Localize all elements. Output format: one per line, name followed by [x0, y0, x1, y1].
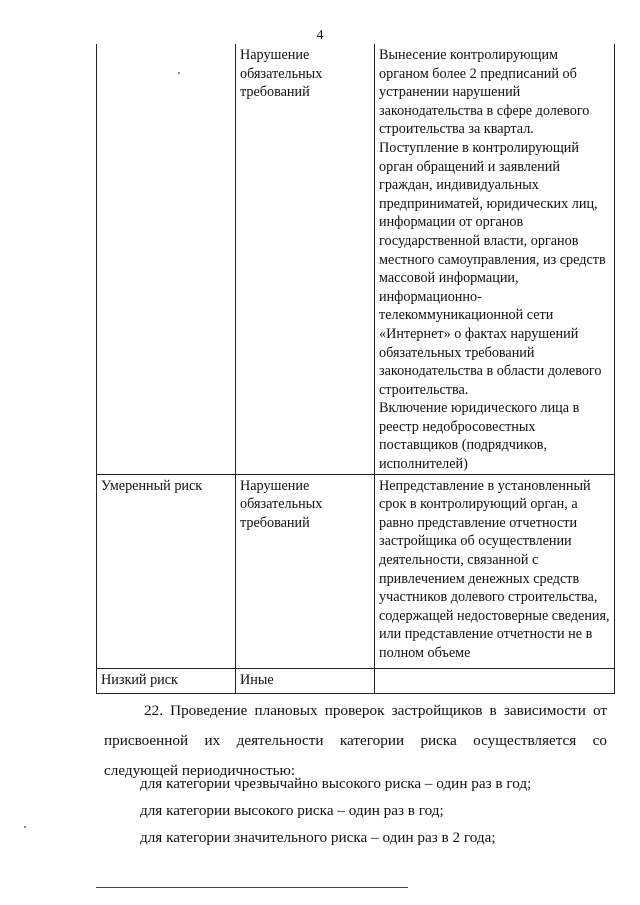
table-row: [97, 44, 615, 474]
description-cell: [375, 668, 615, 693]
paragraph-22: 22. Проведение плановых проверок застройщиков в зависимости от присвоенной их деятельности категории риска осуществляется со следующей периодичностью:: [104, 702, 607, 779]
scan-speck: [178, 72, 180, 74]
criterion-cell: Иные: [236, 668, 375, 693]
risk-category-table: [96, 44, 615, 694]
description-paragraph: Поступление в контролирующий орган обращений и заявлений граждан, индивидуальных предприниматей, юридических лиц, информации от органов государственной власти, органов местного самоуправления, из средств массовой информации, информационно-телекоммуникационной сети «Интернет» о фактах нарушений обязательных требований законодательства в области долевого строительства.: [379, 139, 606, 398]
risk-category-cell: Умеренный риск: [97, 474, 236, 668]
criterion-cell: Нарушение обязательных требований: [236, 44, 375, 474]
risk-category-cell: Низкий риск: [97, 668, 236, 693]
list-item: для категории высокого риска – один раз в год;: [140, 802, 444, 819]
description-cell: [375, 474, 615, 668]
description-paragraph: Включение юридического лица в реестр недобросовестных поставщиков (подрядчиков, исполнителей): [379, 400, 580, 473]
table-row: [97, 668, 615, 693]
list-item: для категории значительного риска – один раз в 2 года;: [140, 829, 496, 846]
description-cell: [375, 44, 615, 474]
footnote-divider: [96, 887, 408, 888]
risk-category-cell: [97, 44, 236, 474]
page-number: 4: [316, 28, 324, 43]
description-paragraph: Непредставление в установленный срок в контролирующий орган, а равно представление отчетности застройщика об осуществлении деятельности, связанной с привлечением денежных средств участников долевого строительства, содержащей недостоверные сведения, или представление отчетности не в полном объеме: [379, 477, 610, 661]
list-item: для категории чрезвычайно высокого риска – один раз в год;: [140, 775, 532, 792]
scan-speck: [24, 826, 26, 828]
description-paragraph: Вынесение контролирующим органом более 2 предписаний об устранении нарушений законодательства в сфере долевого строительства за квартал.: [379, 47, 590, 138]
criterion-cell: Нарушение обязательных требований: [236, 474, 375, 668]
table-row: [97, 474, 615, 668]
